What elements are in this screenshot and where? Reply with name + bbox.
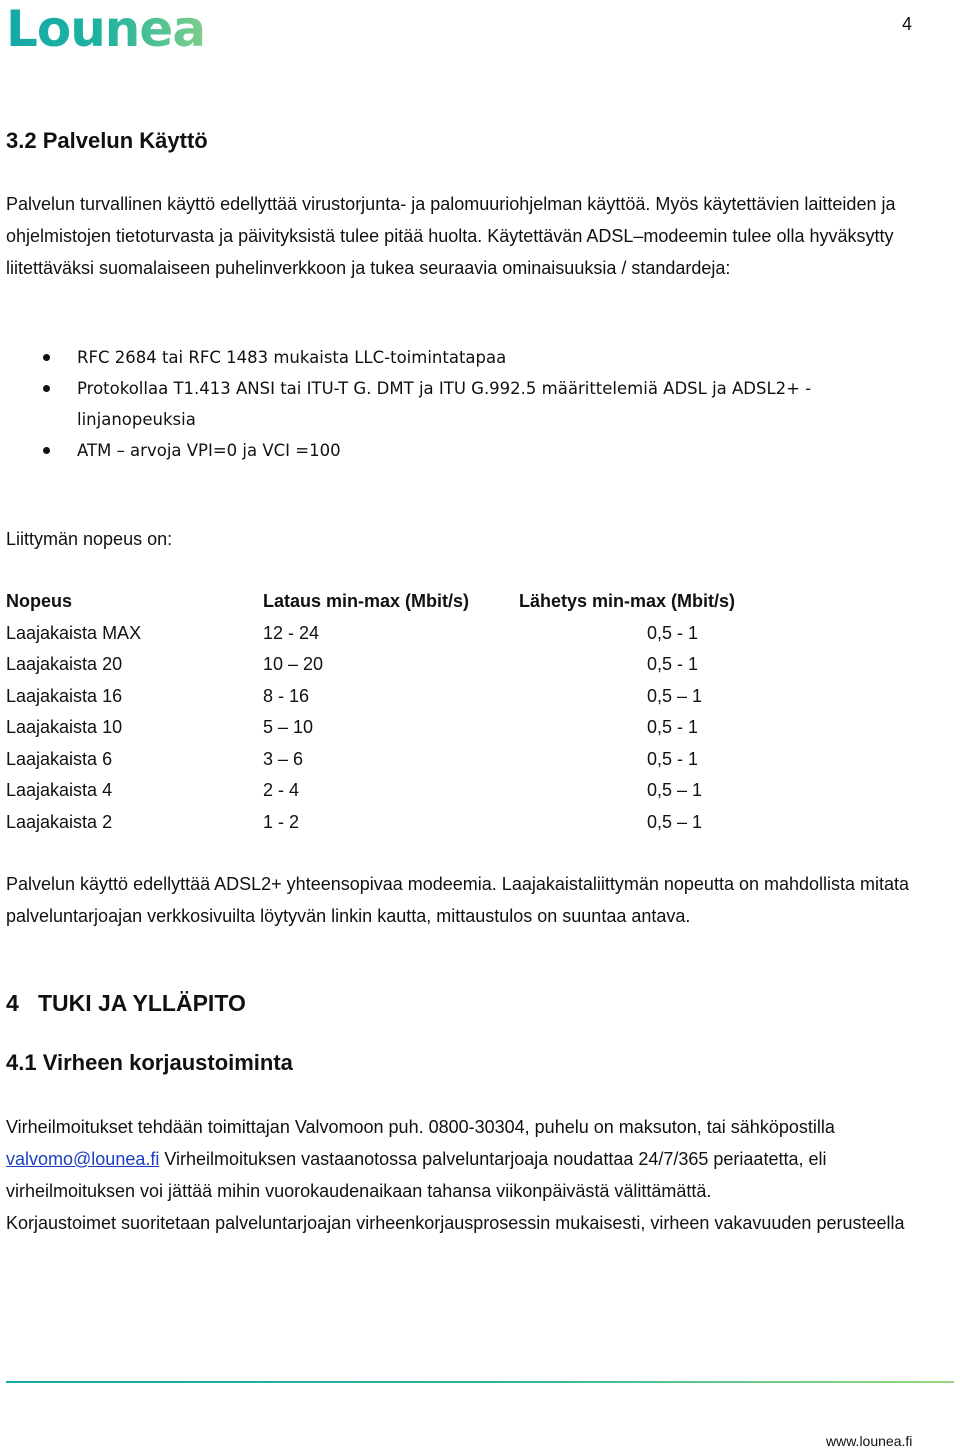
table-cell: 0,5 - 1 xyxy=(647,717,699,737)
page-number: 4 xyxy=(902,14,913,34)
support-text: Virheilmoitukset tehdään toimittajan Valvomoon puh. 0800-30304, puhelu on maksuton, tai sähköpostilla xyxy=(6,1117,835,1137)
speed-intro: Liittymän nopeus on: xyxy=(6,529,173,549)
support-paragraph xyxy=(6,1111,946,1239)
table-cell: 0,5 – 1 xyxy=(647,685,703,706)
table-row xyxy=(6,775,906,807)
section-heading-4: 4 TUKI JA YLLÄPITO xyxy=(6,990,246,1016)
list-item: RFC 2684 tai RFC 1483 mukaista LLC-toimintatapaa xyxy=(0,342,877,373)
table-row xyxy=(6,744,906,776)
table-cell: 1 - 2 xyxy=(263,811,300,832)
table-row xyxy=(6,712,906,744)
closing-paragraph: Palvelun käyttö edellyttää ADSL2+ yhteensopivaa modeemia. Laajakaistaliittymän nopeutta on mahdollista mitata palveluntarjoajan verkkosivuilta löytyvän linkin kautta, mittaustulos on suuntaa antava. xyxy=(6,874,910,926)
table-cell: 0,5 – 1 xyxy=(647,811,703,832)
repair-text: Korjaustoimet suoritetaan palveluntarjoajan virheenkorjausprosessin mukaisesti, virheen vakavuuden perusteella xyxy=(6,1213,905,1233)
speed-table xyxy=(6,586,906,838)
footer-url: www.lounea.fi xyxy=(826,1433,913,1449)
column-header: Nopeus xyxy=(6,591,73,611)
table-cell: Laajakaista 10 xyxy=(6,717,123,737)
email-link[interactable]: valvomo@lounea.fi xyxy=(6,1149,160,1169)
footer-divider xyxy=(6,1381,954,1383)
column-header: Lähetys min-max (Mbit/s) xyxy=(519,591,736,611)
section-heading-4-1: 4.1 Virheen korjaustoiminta xyxy=(6,1050,293,1075)
table-cell: 0,5 - 1 xyxy=(647,748,699,769)
bullet-icon xyxy=(43,354,50,361)
intro-paragraph: Palvelun turvallinen käyttö edellyttää virustorjunta- ja palomuuriohjelman käyttöä. Myös käytettävien laitteiden ja ohjelmistojen tietoturvasta ja päivityksistä tulee pitää huolta. Käytettävän ADSL–modeemin tulee olla hyväksytty liitettäväksi suomalaiseen puhelinverkkoon ja tukea seuraavia ominaisuuksia / standardeja: xyxy=(6,194,896,278)
table-cell: Laajakaista 16 xyxy=(6,685,123,706)
table-row xyxy=(6,807,906,839)
table-cell: 0,5 - 1 xyxy=(647,622,699,643)
table-cell: Laajakaista 20 xyxy=(6,654,123,674)
table-header-row xyxy=(6,586,906,618)
table-cell: 3 – 6 xyxy=(263,748,304,769)
lounea-logo: Lounea xyxy=(6,0,206,58)
table-cell: 12 - 24 xyxy=(263,622,320,643)
support-text-continued: Virheilmoituksen vastaanotossa palveluntarjoaja noudattaa 24/7/365 periaatetta, eli virheilmoituksen voi jättää mihin vuorokaudenaikaan tahansa viikonpäivästä välittämättä. xyxy=(6,1149,827,1201)
table-cell: Laajakaista MAX xyxy=(6,622,142,643)
table-cell: 8 - 16 xyxy=(263,685,310,706)
bullet-icon xyxy=(43,385,50,392)
table-cell: Laajakaista 2 xyxy=(6,811,113,832)
table-row xyxy=(6,681,906,713)
table-cell: 5 – 10 xyxy=(263,717,314,737)
table-cell: 10 – 20 xyxy=(263,654,324,674)
table-cell: 2 - 4 xyxy=(263,780,300,800)
table-cell: Laajakaista 4 xyxy=(6,780,113,800)
table-cell: 0,5 - 1 xyxy=(647,654,699,674)
table-cell: 0,5 – 1 xyxy=(647,780,703,800)
column-header: Lataus min-max (Mbit/s) xyxy=(263,591,470,611)
section-heading-3-2: 3.2 Palvelun Käyttö xyxy=(6,128,208,153)
list-item: ATM – arvoja VPI=0 ja VCI =100 xyxy=(0,435,877,466)
standards-list xyxy=(0,342,877,466)
bullet-icon xyxy=(43,447,50,454)
table-row xyxy=(6,649,906,681)
table-cell: Laajakaista 6 xyxy=(6,748,113,769)
list-item: Protokollaa T1.413 ANSI tai ITU-T G. DMT ja ITU G.992.5 määrittelemiä ADSL ja ADSL2+ -linjanopeuksia xyxy=(0,373,877,435)
table-row xyxy=(6,618,906,650)
